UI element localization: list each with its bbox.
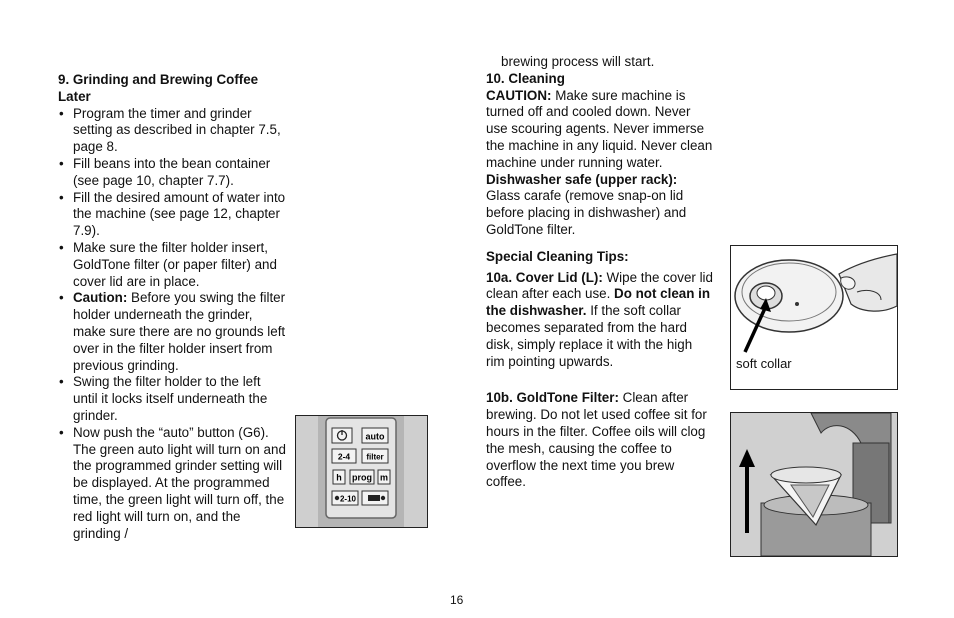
list-item: • Fill beans into the bean container (see page 10, chapter 7.7). (58, 156, 286, 190)
grind-level-button-label: 2-4 (337, 451, 351, 462)
list-item: • Make sure the filter holder insert, GoldTone filter (or paper filter) and cover lid are in place. (58, 240, 286, 290)
prog-button-label: prog (352, 472, 372, 483)
figure-caption: soft collar (736, 356, 792, 371)
goldtone-filter-figure (730, 412, 898, 557)
cover-lid-figure (730, 245, 898, 390)
tip-a-text-cont: If the soft collar becomes separated from the hard disk, simply replace it with the high rim pointing upwards. (486, 303, 693, 369)
left-column (58, 72, 286, 542)
cups-button-label: 2-10 (339, 494, 357, 504)
tip-goldtone-filter (486, 390, 714, 491)
tip-b-text: Clean after brewing. Do not let used coffee sit for hours in the filter. Coffee oils will clog the mesh, causing the coffee to overflow the next time you brew coffee. (486, 390, 707, 490)
tip-cover-lid (486, 270, 714, 371)
section-heading-cleaning: 10. Cleaning (486, 70, 565, 86)
control-panel-illustration (296, 416, 427, 527)
minute-button-label: m (379, 472, 389, 483)
auto-button-label: auto (365, 431, 385, 442)
caution-label: CAUTION: (486, 87, 552, 103)
control-panel-figure (295, 415, 428, 528)
right-column (486, 54, 714, 491)
dishwasher-heading: Dishwasher safe (upper rack): (486, 171, 678, 187)
caution-text: Make sure machine is turned off and cooled down. Never use scouring agents. Never immerse the machine in any liquid. Never clean machine under running water. (486, 87, 713, 170)
cleaning-caution (486, 88, 714, 172)
filter-illustration (731, 413, 897, 556)
list-item: • Fill the desired amount of water into the machine (see page 12, chapter 7.9). (58, 190, 286, 240)
caution-text: Before you swing the filter holder underneath the grinder, make sure there are no grounds left over in the filter holder insert from previous grinding. (73, 290, 286, 373)
page-number: 16 (450, 593, 464, 607)
tip-a-warning: Do not clean in the dishwasher. (486, 286, 711, 319)
list-item: • Program the timer and grinder setting as described in chapter 7.5, page 8. (58, 106, 286, 156)
caution-label: Caution: (73, 290, 128, 306)
tips-heading: Special Cleaning Tips: (486, 248, 629, 264)
dishwasher-text: Glass carafe (remove snap-on lid before placing in dishwasher) and GoldTone filter. (486, 188, 687, 237)
tip-a-label: 10a. Cover Lid (L): (486, 269, 603, 285)
list-item-caution (58, 290, 286, 374)
list-item: • Now push the “auto” button (G6). The green auto light will turn on and the programmed grinder setting will be displayed. At the programmed time, the green light will turn off, the red light will turn on, and the grinding / (58, 425, 286, 543)
filter-button-label: filter (366, 452, 384, 462)
hour-button-label: h (336, 472, 342, 483)
instruction-list (58, 106, 286, 543)
continued-text: brewing process will start. (501, 54, 655, 69)
tip-b-label: 10b. GoldTone Filter: (486, 390, 619, 406)
tip-a-text: Wipe the cover lid clean after each use. (486, 269, 713, 302)
list-item: • Swing the filter holder to the left until it locks itself underneath the grinder. (58, 374, 286, 424)
section-heading-grinding: 9. Grinding and Brewing Coffee Later (58, 72, 259, 104)
